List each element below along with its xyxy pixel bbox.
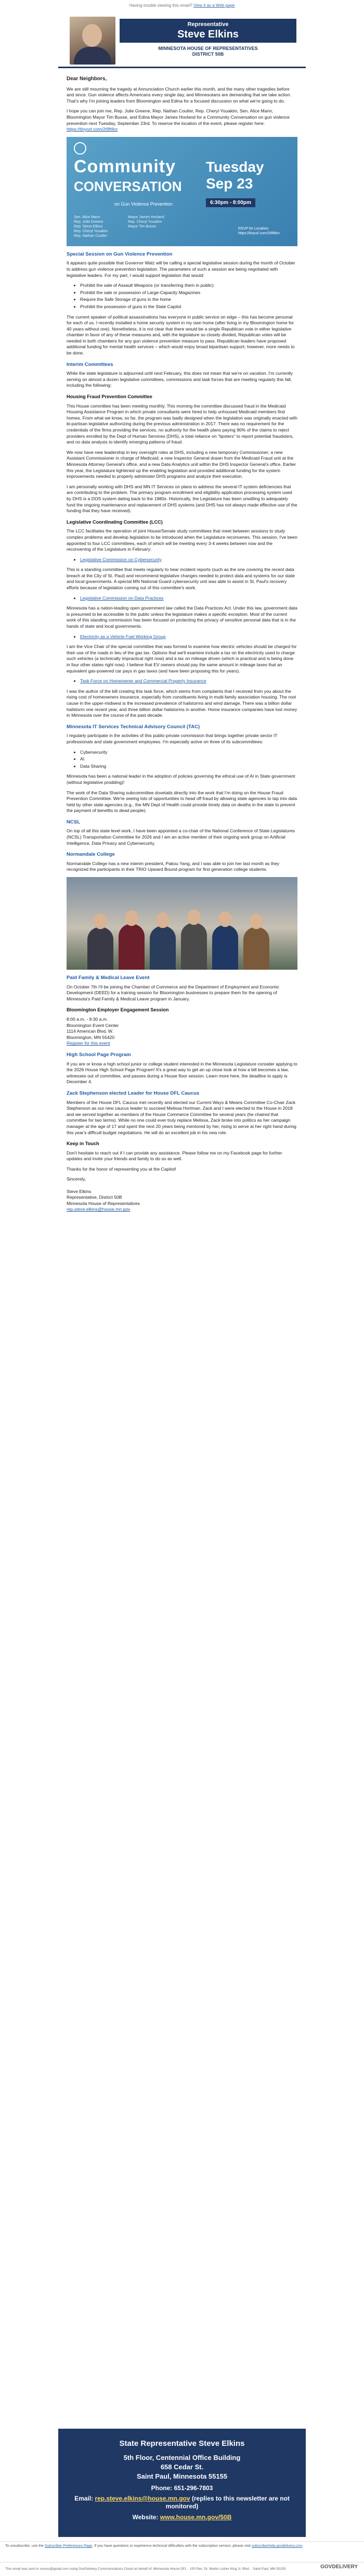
banner-date: Sep 23 [206, 175, 253, 192]
banner-title2: CONVERSATION [74, 178, 182, 194]
interim-heading: Interim Committees [67, 361, 113, 367]
itac-list [67, 750, 297, 770]
preheader-text: Having trouble viewing this email? [129, 3, 192, 8]
header-sub2: DISTRICT 50B [192, 52, 224, 57]
itac-p1: I regularly participate in the activities of this public-private commission that brings together private sector IT professionals and state government employees. I'm especially active on three of its subcommittees: [67, 733, 278, 744]
header-rule [58, 67, 306, 68]
special-session-p2: The current speaker of political assassinations has everyone in public service on edge – this has become personal for each of us. I recently installed a home security system in my own home (after living in my Bloomington home for 40 years without one). Nonetheless, it is not clear that there would be a single Republican vote in either legislative chamber in favor of any of these measures and, with the legislature so closely divided, Republican votes will be needed in both chambers for any gun violence prevention measure to pass. Republican leaders have proposed additional funding for mental health services – which would enjoy broad bipartisan support; however, more needs to be done. [67, 314, 295, 356]
newsletter-content [58, 69, 306, 1213]
list-item: • Data Sharing [80, 764, 297, 770]
register-event-link[interactable]: Register for this event [67, 1040, 110, 1046]
signoff-email-link[interactable]: rep.steve.elkins@house.mn.gov [67, 1207, 131, 1212]
banner-day: Tuesday [206, 158, 264, 175]
footer-title: State Representative Steve Elkins [119, 2439, 245, 2448]
hspp-heading: High School Page Program [67, 1051, 131, 1058]
list-item: • Cybersecurity [80, 750, 297, 756]
list-item: • Prohibit the sale or possession of Large-Capacity Magazines [80, 290, 297, 296]
list-item: • AI [80, 756, 297, 763]
ev-bullet [67, 634, 297, 640]
zack-p1: Members of the House DFL Caucus met recently and elected our Current Ways & Means Committee Co-Chair Zack Stephenson as our new caucus leader to succeed Melissa Hortman. Zack and I were elected to the House in 2018 and we served together as members of the House Commerce Committee for several years (he chaired that committee for two terms). While no one could ever truly replace Melissa, Zack broke into politics as her campaign manager at the age of 17 and spent the next 20 years being mentored by her, rising to serve at her right hand during this year's difficult budget negotiations. He will do an excellent job in his new role. [67, 1099, 296, 1135]
hspp-p1: If you are or know a high school junior or college student interested in the Minnesota Legislature consider applying to the 2026 House High School Page Program! It's a great way to get an up close look at how a bill becomes a law, witnesses out of committee, and passes during a House floor session. Learn more here, the deadline to apply is December 4. [67, 1061, 297, 1085]
header-name: Steve Elkins [177, 29, 239, 40]
insurance-task-force-link[interactable]: Task Force on Homeowner and Commercial Property Insurance [80, 678, 206, 684]
special-session-list [67, 283, 297, 310]
banner-names-left: Sen. Alice Mann Rep. Julie Greene Rep. Steve Elkins Rep. Cheryl Youakim Rep. Nathan Coulter [74, 215, 108, 238]
special-session-heading: Special Session on Gun Violence Prevention [67, 251, 173, 257]
registration-link[interactable]: https://tinyurl.com/2t9ft6cr [67, 126, 118, 132]
cyber-bullet [67, 557, 297, 563]
footer-website-link[interactable]: www.house.mn.gov/50B [160, 2514, 232, 2521]
list-item: • Prohibit the possession of guns in the State Capitol [80, 304, 297, 310]
housing-fraud-p2: We now have new leadership in key oversight roles at DHS, including a new temporary Commissioner; a new Assistant Commissioner in charge of Medicaid; a new Inspector General drawn from the Medicaid Fraud unit at the Minnesota Attorney General's office, and a new Data Analytics unit within the DHS Inspector General's office. Earlier this year, the Legislature tightened up the enabling legislation and provided additional funding for the system improvements needed to properly administer DHS programs and analyze their execution. [67, 449, 296, 479]
signoff: Sincerely, Steve Elkins Representative, District 50B Minnesota House of Representatives rep.steve.elkins@house.mn.gov [67, 1176, 140, 1212]
cybersecurity-link[interactable]: Legislative Commission on Cybersecurity [80, 556, 162, 562]
cyber-p1: This is a standing committee that meets regularly to hear incident reports (such as the one covering the recent data breach at the City of St. Paul) and recommend legislative changes needed to protect data and systems for our state and local governments. A special MN National Guard cybersecurity unit was able to assist in St. Paul's recovery efforts because of legislation coming out of this committee's work. [67, 567, 295, 591]
house-seal-icon [74, 142, 86, 155]
ev-working-group-link[interactable]: Electricity as a Vehicle Fuel Working Group [80, 633, 166, 639]
lcc-p1: The LCC facilitates the operation of joint House/Senate study committees that meet between sessions to study complex problems and develop legislation to be introduced when the Legislature reconvenes. This session, I've been appointed to four LCC committees, each of which will be meeting every 3-4 weeks between now and the reconvening of the Legislature in February: [67, 528, 297, 552]
list-item: • Require the Safe Storage of guns in the home [80, 297, 297, 303]
govdelivery-logo[interactable]: GOVDELIVERY [320, 2564, 358, 2570]
privacy-bullet [67, 595, 297, 602]
insurance-p1: I was the author of the bill creating this task force, which stems from complaints that I received from you about the rising cost of homeowners insurance, especially from constituents living in multi-family association housing. The root cause in the upper-midwest is the increased prevalence of hailstorms and wind damage. There was a billion dollar hailstorm one recent year, and three billion dollar hailstorms in another. Home insurance companies have lost money in Minnesota over the course of the past decade. [67, 688, 297, 718]
insurance-bullet [67, 678, 297, 684]
header-sub1: MINNESOTA HOUSE OF REPRESENTATIVES [158, 46, 258, 51]
normandale-event-photo [67, 877, 297, 970]
greeting: Dear Neighbors, [67, 76, 107, 82]
email-body [58, 11, 306, 1217]
special-session-p1: It appears quite possible that Governor Walz will be calling a special legislative session during the month of October to address gun violence prevention legislation. The parameters of such a session are being negotiated with legislative leaders. For my part, I would support legislation that would: [67, 260, 295, 278]
preheader [0, 0, 364, 11]
banner-time: 6:30pm - 8:00pm [206, 198, 255, 208]
footer-address: 5th Floor, Centennial Office Building 658 Cedar St. Saint Paul, Minnesota 55155 [123, 2454, 241, 2480]
normandale-p1: Normandale College has a new interim president, Pakou Yang, and I was able to join her last month as they recognized the participants in their TRIO Upward Bound program for first generation college students. [67, 860, 280, 872]
itac-heading: Minnesota IT Services Technical Advisory Council (TAC) [67, 724, 200, 730]
keep-p2: Thanks for the honor of representing you at the Capitol! [67, 1166, 176, 1172]
intro-p2: I hope you can join me, Rep. Julie Greene, Rep. Nathan Coulter, Rep. Cheryl Youakim, Sen. Alice Mann, Bloomington Mayor Tim Busse, and Edina Mayor James Hovland for a Community Conversation on gun violence prevention next Tuesday, September 23rd. To reserve the location of the event, please register here: https://tinyurl.com/2t9ft6cr [67, 108, 290, 132]
subscriber-preferences-link[interactable]: Subscriber Preferences Page [44, 2544, 93, 2548]
ncsl-p1: On top of all this state level work, I have been appointed a co-chair of the National Conference of State Legislatures (NCSL) Transportation Committee for 2026 and I am an active member of their ongoing work group on Artificial Intelligence, Data Privacy and Cybersecurity. [67, 828, 295, 846]
pfml-p1: On October 7th I'll be joining the Chamber of Commerce and the Department of Employment and Economic Development (DEED) for a training session for Bloomington businesses to prepare them for the opening of Minnesota's Paid Family & Medical Leave program in January. [67, 984, 280, 1001]
subscriber-help-link[interactable]: subscriberhelp.govdelivery.com [251, 2544, 303, 2548]
view-as-webpage-link[interactable]: View it as a Web page [193, 3, 235, 8]
banner-title1: Community [74, 156, 176, 176]
housing-fraud-p3: I am personally working with DHS and MN IT Services on plans to address the several IT system deficiencies that are contributing to the problem. The primary program enrollment and eligibility application processing system used by DHS is a DOS system dating back to the 1980s. Historically, the Legislature has been unwilling to adequately fund the ongoing maintenance and replacement of DHS systems (and DHS has not always made effective use of the funding that they have received). [67, 484, 297, 514]
privacy-p1: Minnesota has a nation-leading open government law called the Data Practices Act. Under this law, government data is presumed to be accessible to the public unless the legislature makes a specific exception. Most of the current work of this standing commission has been focused on protecting the privacy of sensitive personal data that is in the hands of state and local governments. [67, 605, 297, 629]
header [58, 11, 306, 69]
data-practices-link[interactable]: Legislative Commission on Data Practices [80, 595, 164, 601]
itac-p3: The work of the Data Sharing subcommittee dovetails directly into the work that I'm doing on the House Fraud Prevention Committee. We're seeing lots of opportunities to head off fraud by allowing state agencies to tap into data held by other state agencies (e.g., the MN Dept of Health could provide timely data on deaths in the state to prevent the payment of benefits to dead people). [67, 790, 297, 814]
keep-p1: Don't hesitate to reach out if I can provide any assistance. Please follow me on my Facebook page for further updates and invite your friends and family to do so as well. [67, 1150, 282, 1162]
ev-p1: I am the Vice Chair of the special committee that was formed to examine how electric vehicles should be charged for their use of the roads in lieu of the gas tax. Options that we'll examine include a tax on the electricity used to charge such vehicles (a technically impractical right now) and a tax on mileage driven (which is practical and is being done in four other states right now). I believe that EV owners should pay the same amount in mileage taxes that an equivalent gas-powered car pays in gas taxes (and have been proposing this for years). [67, 644, 297, 674]
zack-heading: Zack Stephenson elected Leader for House DFL Caucus [67, 1090, 200, 1096]
header-band [120, 19, 296, 43]
housing-fraud-heading: Housing Fraud Prevention Committee [67, 394, 152, 400]
unsubscribe-notice: To unsubscribe, use the Subscriber Preferences Page. If you have questions or experience technical difficulties with the subscription service, please visit subscriberhelp.govdelivery.com. [0, 2541, 364, 2551]
interim-p1: While the state legislature is adjourned until next February, this does not mean that we're on vacation. I'm currently serving on almost a dozen legislative committees, commissions and task forces that are meeting regularly this fall, including the following: [67, 371, 293, 388]
normandale-heading: Normandale College [67, 852, 115, 858]
bes-details: 8:00 a.m. - 9:30 a.m. Bloomington Event Center 1114 American Blvd. W. Bloomington, MN 55420 Register for this event [67, 1017, 119, 1046]
footer-website: Website: www.house.mn.gov/50B [132, 2514, 232, 2521]
ncsl-heading: NCSL [67, 819, 81, 825]
banner-subtitle: on Gun Violence Prevention [114, 201, 173, 207]
banner-names-right: Mayor James Hovland Rep. Cheryl Youakim Mayor Tim Busse [128, 215, 164, 229]
lcc-heading: Legislative Coordinating Committee (LCC) [67, 519, 163, 525]
representative-photo [70, 17, 115, 65]
itac-p2: Minnesota has been a national leader in the adoption of policies governing the ethical use of AI in State government (without legislative prodding)! [67, 773, 295, 785]
footer-email: Email: rep.steve.elkins@house.mn.gov (replies to this newsletter are not monitored) [74, 2495, 290, 2510]
keep-heading: Keep in Touch [67, 1141, 99, 1147]
housing-fraud-p1: This House committee has been meeting monthly. This morning the committee discussed fraud in the Medicaid Housing Assistance Program in which private consultants were hired to help unhoused Medicaid members find homes. From what we know, so far, the program was badly designed when the legislation was originally enacted with bi-partisan legislative authorizing during the previous administration in 2017. There was no requirement for the credentials of the firms providing the services, no authority for the health plans paying 90% of the claims to reject providers enrolled by the Dept of Human Services (DHS), a total reliance on “tipsters” to report potential fraudsters, and no data analysis to identify emerging patterns of fraud. [67, 403, 297, 445]
sent-to-bar: This email was sent to xxxxxx@gmail.com using GovDelivery Communications Cloud on behalf of: Minnesota House DFL · 100 Rev. Dr. Martin Luther King Jr. Blvd. · Saint Paul, MN 55155 [0, 2562, 364, 2575]
bes-heading: Bloomington Employer Engagement Session [67, 1007, 169, 1013]
list-item: • Prohibit the sale of Assault Weapons (or transferring them in public) [80, 283, 297, 289]
contact-footer [58, 2429, 306, 2537]
pfml-heading: Paid Family & Medical Leave Event [67, 975, 150, 981]
footer-phone: Phone: 651-296-7803 [151, 2484, 213, 2492]
event-banner[interactable] [67, 137, 297, 246]
footer-email-link[interactable]: rep.steve.elkins@house.mn.gov [95, 2495, 190, 2502]
banner-rsvp: RSVP for Location: https://tinyurl.com/2t9ft6cr [238, 226, 280, 235]
header-subtitle [120, 46, 296, 57]
header-line1: Representative [187, 21, 229, 28]
intro-p1: We are still mourning the tragedy at Annunciation Church earlier this month, and the many other tragedies before and since. Gun violence affects Americans every single day, and Minnesotans are demanding that we take action. That's why I'm joining leaders from Bloomington and Edina for a focused discussion on what we're going to do. [67, 86, 292, 104]
